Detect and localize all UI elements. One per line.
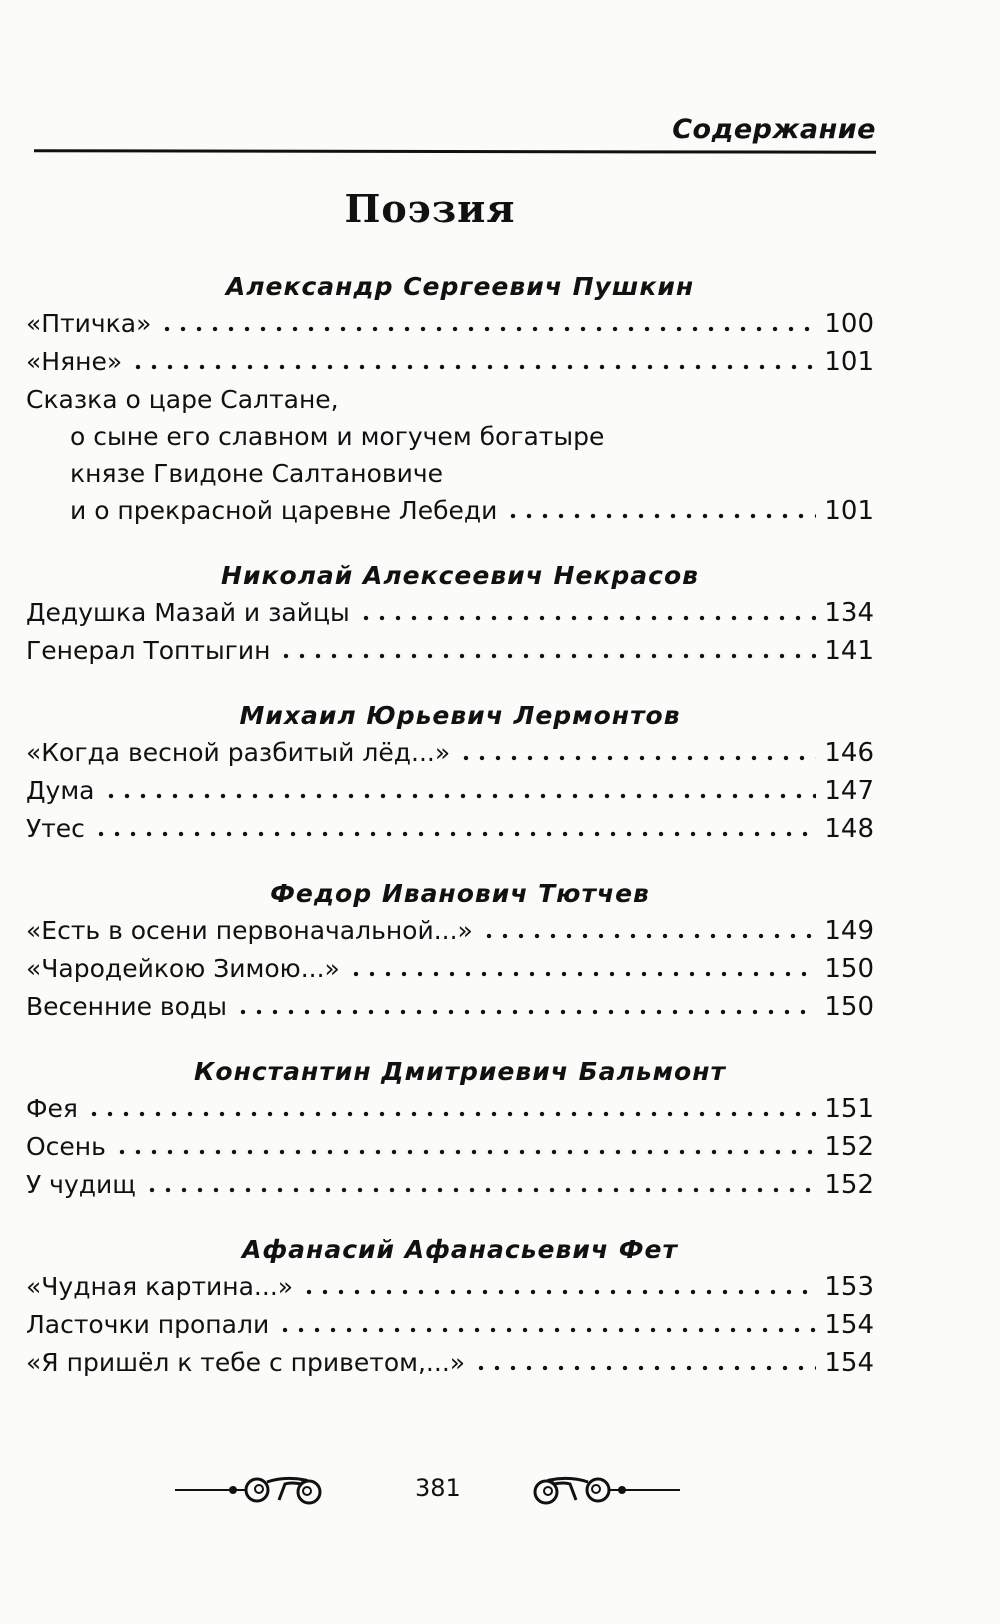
toc-entry[interactable] [26, 912, 874, 950]
entry-title-line: Сказка о царе Салтане, [26, 385, 339, 414]
dot-leader [144, 1187, 817, 1193]
dot-leader [130, 364, 816, 370]
toc-entry[interactable] [26, 988, 874, 1026]
page-footer [0, 1470, 1000, 1510]
entry-title: и о прекрасной царевне Лебеди [70, 496, 498, 525]
toc-entry[interactable] [26, 1166, 874, 1204]
entry-title: Ласточки пропали [26, 1310, 270, 1339]
toc-entry[interactable] [26, 1090, 874, 1128]
entry-title-line: князе Гвидоне Салтановиче [70, 459, 443, 488]
dot-leader [235, 1009, 816, 1015]
entry-page-number: 148 [824, 814, 874, 844]
dot-leader [473, 1365, 816, 1371]
author-heading: Николай Алексеевич Некрасов [221, 561, 699, 590]
entry-title: Осень [26, 1132, 106, 1161]
dot-leader [277, 1327, 816, 1333]
dot-leader [278, 653, 816, 659]
entry-title: Весенние воды [26, 992, 227, 1021]
toc-entry[interactable] [26, 343, 874, 381]
entry-title: «Когда весной разбитый лёд...» [26, 738, 451, 767]
entry-page-number: 154 [824, 1310, 874, 1340]
running-head: Содержание [672, 114, 876, 145]
toc-entry[interactable] [26, 772, 874, 810]
dot-leader [159, 326, 816, 332]
toc-entry[interactable] [26, 1268, 874, 1306]
author-heading: Федор Иванович Тютчев [270, 879, 650, 908]
author-heading: Афанасий Афанасьевич Фет [242, 1235, 678, 1264]
page-number: 381 [415, 1474, 461, 1502]
header-rule [34, 149, 876, 153]
entry-page-number: 151 [824, 1094, 874, 1124]
entry-page-number: 134 [824, 598, 874, 628]
entry-title: «Няне» [26, 347, 123, 376]
author-heading: Александр Сергеевич Пушкин [225, 272, 695, 301]
section-title: Поэзия [344, 186, 516, 231]
entry-page-number: 101 [824, 496, 874, 526]
entry-page-number: 150 [824, 992, 874, 1022]
entry-page-number: 100 [824, 309, 874, 339]
entry-title: Дума [26, 776, 95, 805]
toc-entry[interactable] [26, 810, 874, 848]
entry-page-number: 154 [824, 1348, 874, 1378]
entry-title: «Чародейкою Зимою...» [26, 954, 340, 983]
table-of-contents [26, 268, 874, 1382]
dot-leader [86, 1111, 816, 1117]
dot-leader [114, 1149, 816, 1155]
entry-title-line: о сыне его славном и могучем богатыре [70, 422, 605, 451]
dot-leader [348, 971, 817, 977]
entry-page-number: 152 [824, 1170, 874, 1200]
entry-page-number: 141 [824, 636, 874, 666]
entry-page-number: 147 [824, 776, 874, 806]
author-heading: Михаил Юрьевич Лермонтов [239, 701, 681, 730]
entry-title: Дедушка Мазай и зайцы [26, 598, 350, 627]
entry-title: У чудищ [26, 1170, 136, 1199]
entry-title: «Птичка» [26, 309, 152, 338]
entry-page-number: 146 [824, 738, 874, 768]
dot-leader [301, 1289, 816, 1295]
entry-title: Утес [26, 814, 85, 843]
entry-page-number: 150 [824, 954, 874, 984]
entry-title: «Я пришёл к тебе с приветом,...» [26, 1348, 466, 1377]
toc-entry[interactable] [26, 594, 874, 632]
entry-page-number: 101 [824, 347, 874, 377]
toc-entry[interactable] [26, 1344, 874, 1382]
toc-entry[interactable] [26, 492, 874, 530]
toc-entry[interactable] [26, 950, 874, 988]
toc-entry[interactable] [26, 1306, 874, 1344]
entry-title: «Чудная картина...» [26, 1272, 294, 1301]
toc-entry[interactable] [26, 305, 874, 343]
entry-page-number: 149 [824, 916, 874, 946]
author-heading: Константин Дмитриевич Бальмонт [193, 1057, 726, 1086]
entry-title: «Есть в осени первоначальной...» [26, 916, 473, 945]
right-ornament-icon [520, 1470, 680, 1510]
entry-page-number: 152 [824, 1132, 874, 1162]
toc-entry[interactable] [26, 1128, 874, 1166]
dot-leader [93, 831, 816, 837]
entry-page-number: 153 [824, 1272, 874, 1302]
dot-leader [103, 793, 817, 799]
toc-entry[interactable] [26, 632, 874, 670]
dot-leader [358, 615, 817, 621]
toc-entry[interactable] [26, 734, 874, 772]
entry-title: Генерал Топтыгин [26, 636, 271, 665]
dot-leader [505, 513, 816, 519]
dot-leader [481, 933, 817, 939]
dot-leader [458, 755, 816, 761]
left-ornament-icon [175, 1470, 335, 1510]
entry-title: Фея [26, 1094, 78, 1123]
